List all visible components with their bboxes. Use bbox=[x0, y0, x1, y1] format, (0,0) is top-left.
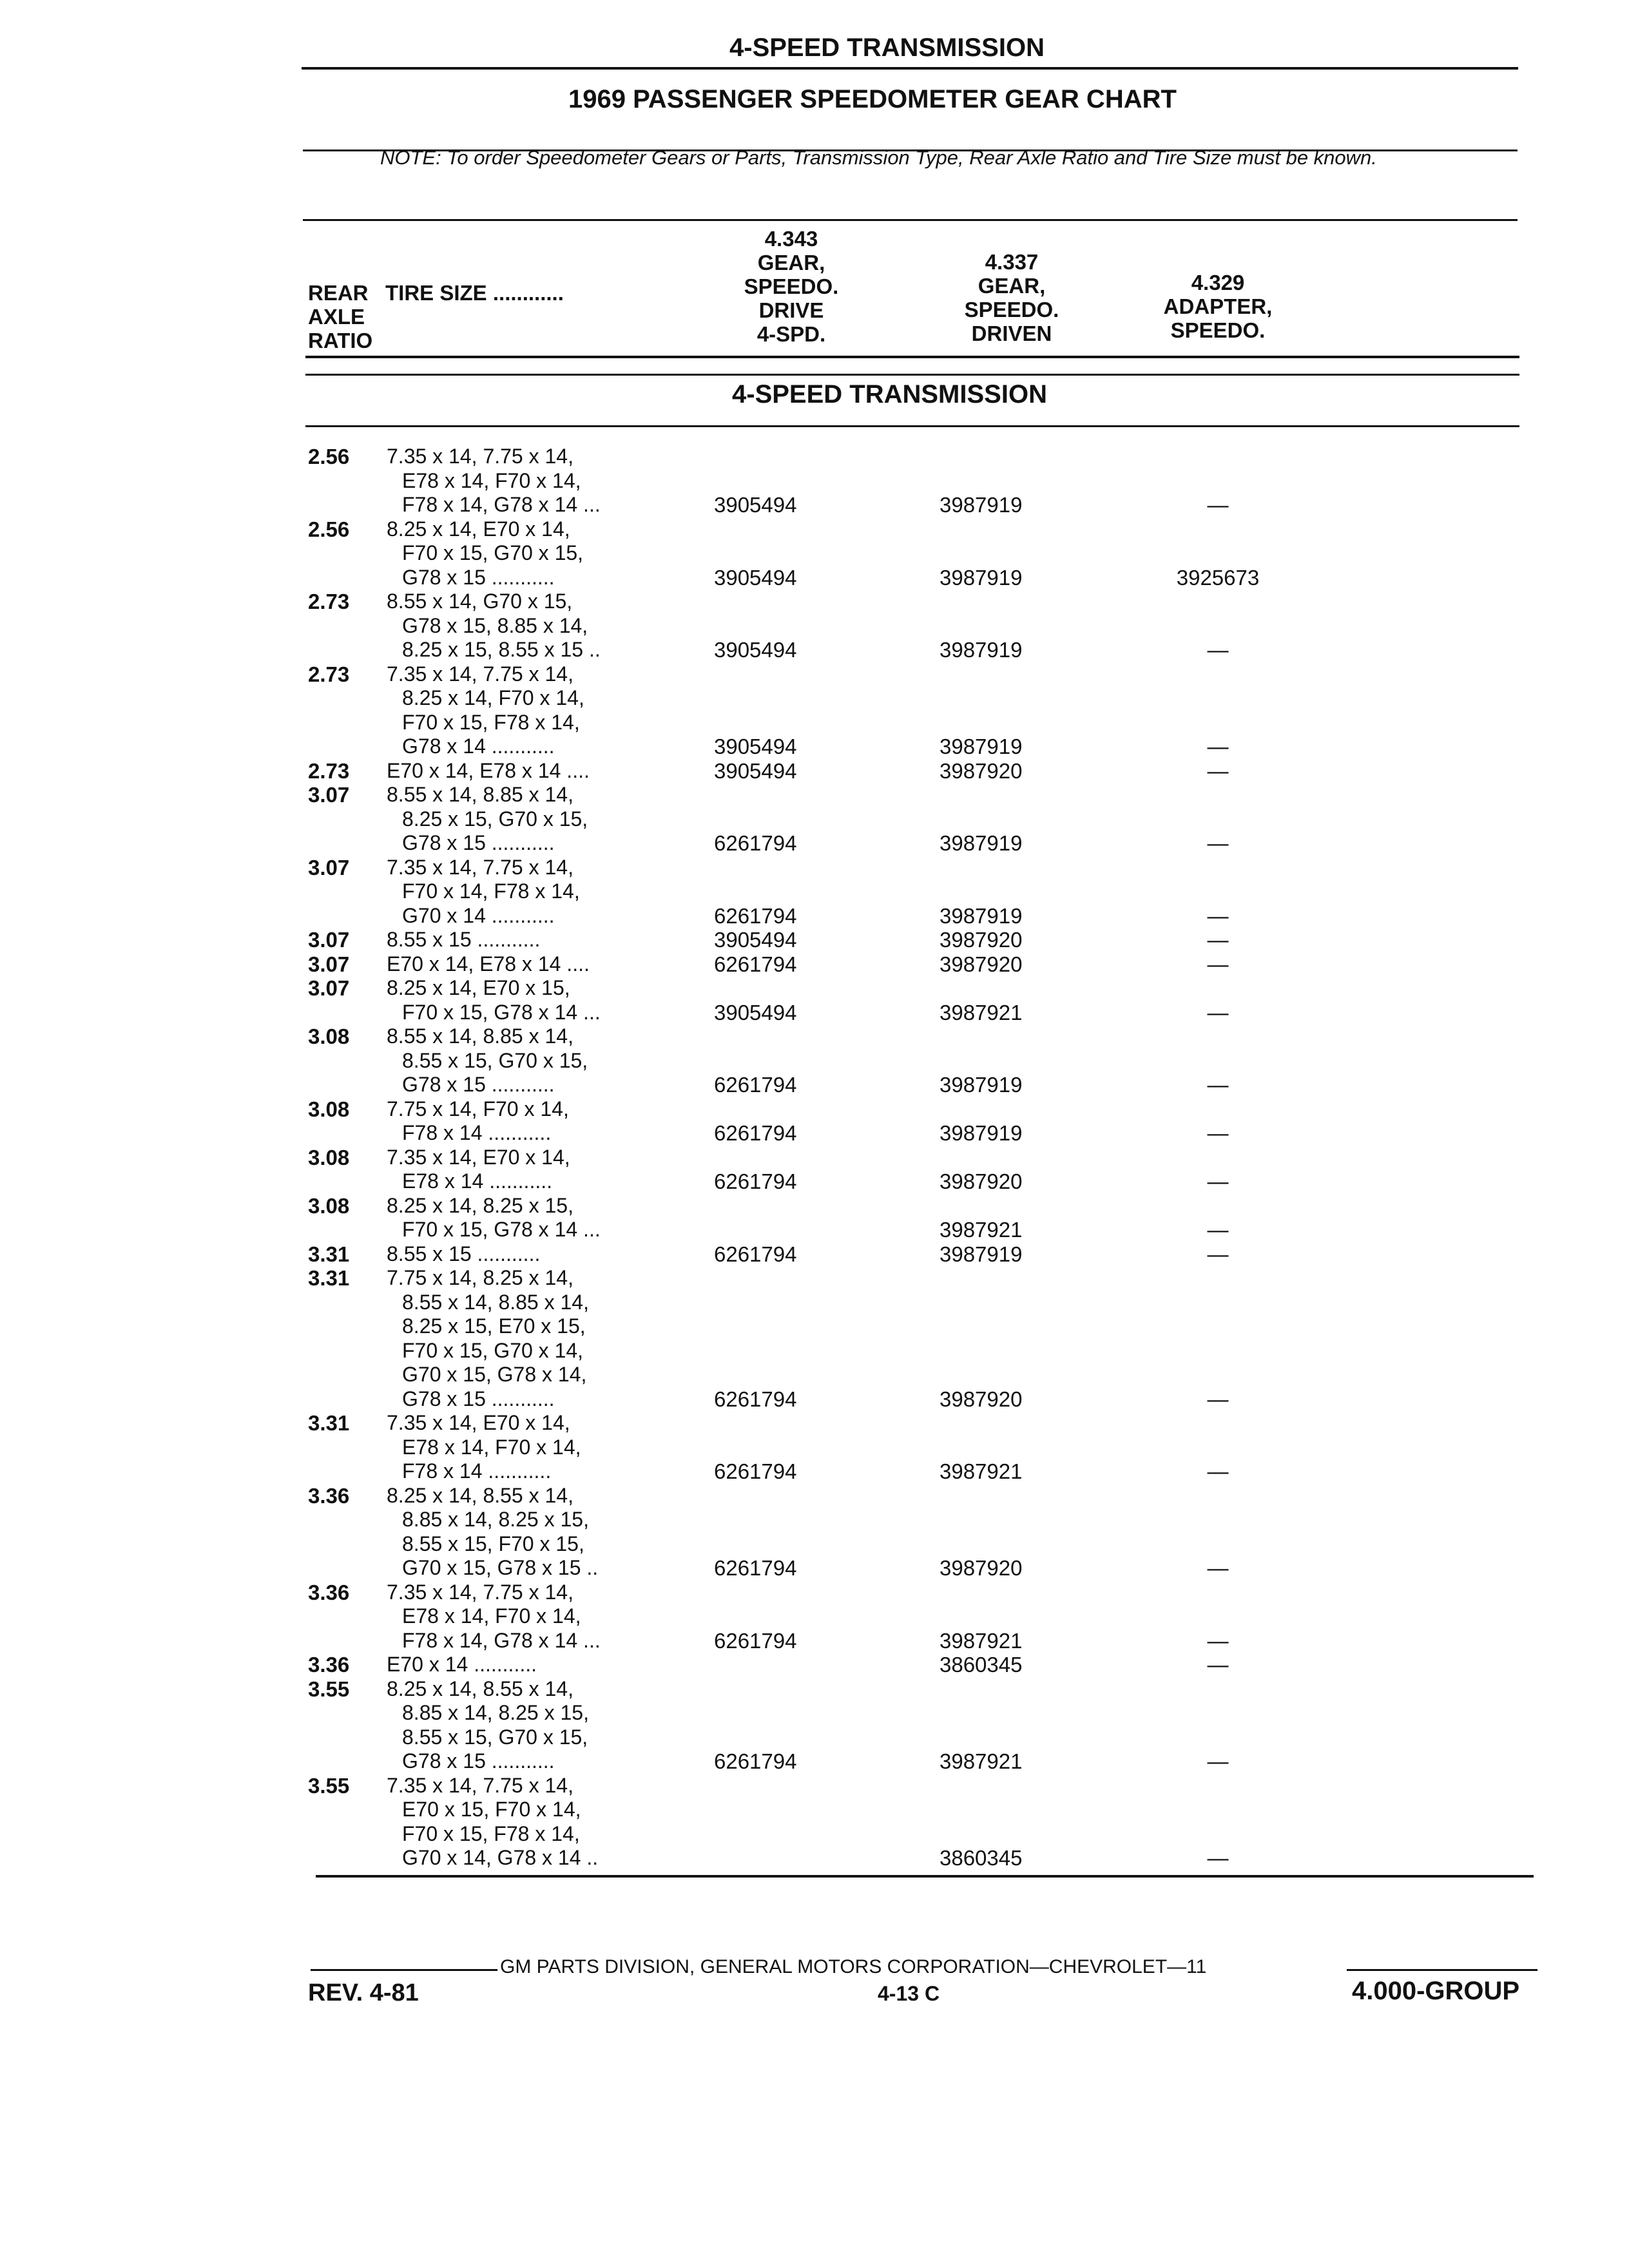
tire-sizes bbox=[387, 1266, 589, 1411]
tire-sizes bbox=[387, 1194, 601, 1242]
tire-size-line: 7.75 x 14, F70 x 14, bbox=[387, 1097, 569, 1120]
column-header-ratio: REAR AXLE RATIO bbox=[308, 281, 373, 352]
tire-sizes bbox=[387, 1411, 581, 1484]
drive-gear-part: 6261794 bbox=[714, 1121, 797, 1145]
tire-size-line: 8.25 x 14, 8.25 x 15, bbox=[387, 1193, 574, 1217]
tire-sizes bbox=[387, 517, 583, 590]
adapter-part: — bbox=[1207, 928, 1229, 952]
tire-size-line: E78 x 14, F70 x 14, bbox=[402, 1435, 581, 1459]
tire-sizes bbox=[387, 1653, 537, 1677]
tire-size-line: 8.55 x 14, 8.85 x 14, bbox=[387, 783, 574, 806]
driven-gear-part: 3987920 bbox=[940, 1556, 1023, 1580]
adapter-part: 3925673 bbox=[1176, 565, 1260, 590]
tire-size-line: 7.75 x 14, 8.25 x 14, bbox=[387, 1266, 574, 1289]
axle-ratio: 3.36 bbox=[308, 1653, 350, 1677]
driven-gear-part: 3987920 bbox=[940, 1387, 1023, 1411]
tire-size-line: F70 x 15, G70 x 14, bbox=[402, 1338, 584, 1362]
axle-ratio: 3.08 bbox=[308, 1024, 350, 1048]
order-note: NOTE: To order Speedometer Gears or Parts, Transmission Type, Rear Axle Ratio and Tire Size must be known. bbox=[380, 146, 1377, 169]
tire-size-line: 7.35 x 14, 7.75 x 14, bbox=[387, 855, 574, 879]
tire-size-line: E70 x 14, E78 x 14 .... bbox=[387, 758, 590, 782]
tire-size-line: G78 x 15 ........... bbox=[402, 565, 555, 589]
tire-size-line: G78 x 15 ........... bbox=[402, 831, 555, 854]
drive-gear-part: 3905494 bbox=[714, 928, 797, 952]
driven-gear-part: 3987920 bbox=[940, 952, 1023, 976]
tire-size-line: 8.25 x 14, E70 x 15, bbox=[387, 976, 570, 999]
page-number: 4-13 C bbox=[878, 1982, 940, 2005]
driven-gear-part: 3987919 bbox=[940, 565, 1023, 590]
adapter-part: — bbox=[1207, 903, 1229, 928]
tire-size-line: E78 x 14 ........... bbox=[402, 1169, 552, 1193]
adapter-part: — bbox=[1207, 1459, 1229, 1483]
tire-size-line: 7.35 x 14, 7.75 x 14, bbox=[387, 1773, 574, 1797]
axle-ratio: 3.08 bbox=[308, 1097, 350, 1121]
tire-size-line: 7.35 x 14, E70 x 14, bbox=[387, 1145, 570, 1169]
tire-size-line: G78 x 15 ........... bbox=[402, 1749, 555, 1773]
tire-size-line: F70 x 15, G78 x 14 ... bbox=[402, 1000, 601, 1024]
rule bbox=[305, 374, 1519, 376]
tire-size-line: E78 x 14, F70 x 14, bbox=[402, 468, 581, 492]
tire-size-line: G78 x 15, 8.85 x 14, bbox=[402, 613, 588, 637]
footer-rule-left bbox=[311, 1969, 497, 1971]
tire-size-line: G78 x 15 ........... bbox=[402, 1387, 555, 1410]
axle-ratio: 2.73 bbox=[308, 662, 350, 686]
drive-gear-part: 6261794 bbox=[714, 952, 797, 976]
tire-size-line: E70 x 14, E78 x 14 .... bbox=[387, 952, 590, 975]
tire-size-line: E78 x 14, F70 x 14, bbox=[402, 1604, 581, 1628]
tire-size-line: G78 x 15 ........... bbox=[402, 1073, 555, 1096]
axle-ratio: 2.73 bbox=[308, 590, 350, 613]
axle-ratio: 3.07 bbox=[308, 952, 350, 976]
adapter-part: — bbox=[1207, 493, 1229, 517]
tire-sizes bbox=[387, 1242, 540, 1267]
axle-ratio: 3.07 bbox=[308, 783, 350, 807]
adapter-part: — bbox=[1207, 1000, 1229, 1024]
tire-size-line: F78 x 14 ........... bbox=[402, 1459, 552, 1483]
tire-size-line: G70 x 14, G78 x 14 .. bbox=[402, 1846, 599, 1869]
tire-sizes bbox=[387, 1024, 588, 1097]
drive-gear-part: 6261794 bbox=[714, 1459, 797, 1483]
tire-size-line: G70 x 15, G78 x 15 .. bbox=[402, 1556, 599, 1579]
adapter-part: — bbox=[1207, 638, 1229, 662]
tire-size-line: F70 x 15, G70 x 15, bbox=[402, 541, 584, 564]
tire-size-line: E70 x 15, F70 x 14, bbox=[402, 1798, 581, 1821]
tire-size-line: 8.25 x 15, 8.55 x 15 .. bbox=[402, 638, 601, 661]
driven-gear-part: 3987921 bbox=[940, 1459, 1023, 1483]
driven-gear-part: 3987919 bbox=[940, 903, 1023, 928]
tire-sizes bbox=[387, 952, 590, 977]
drive-gear-part: 6261794 bbox=[714, 1242, 797, 1266]
drive-gear-part: 3905494 bbox=[714, 565, 797, 590]
column-header-driven-gear: 4.337 GEAR, SPEEDO. DRIVEN bbox=[964, 250, 1059, 345]
axle-ratio: 3.07 bbox=[308, 976, 350, 1000]
drive-gear-part: 6261794 bbox=[714, 1073, 797, 1097]
tire-sizes bbox=[387, 445, 601, 517]
tire-size-line: 8.85 x 14, 8.25 x 15, bbox=[402, 1508, 589, 1531]
tire-size-line: 8.55 x 15, G70 x 15, bbox=[402, 1725, 588, 1749]
tire-size-line: 8.85 x 14, 8.25 x 15, bbox=[402, 1701, 589, 1724]
tire-sizes bbox=[387, 928, 540, 952]
drive-gear-part: 6261794 bbox=[714, 903, 797, 928]
tire-sizes bbox=[387, 759, 590, 783]
axle-ratio: 3.07 bbox=[308, 928, 350, 952]
tire-size-line: 7.35 x 14, 7.75 x 14, bbox=[387, 445, 574, 468]
driven-gear-part: 3860345 bbox=[940, 1846, 1023, 1870]
rule bbox=[316, 1875, 1534, 1878]
tire-size-line: G70 x 15, G78 x 14, bbox=[402, 1363, 587, 1386]
axle-ratio: 3.08 bbox=[308, 1145, 350, 1169]
drive-gear-part: 3905494 bbox=[714, 735, 797, 758]
adapter-part: — bbox=[1207, 1121, 1229, 1145]
chart-title: 1969 PASSENGER SPEEDOMETER GEAR CHART bbox=[568, 85, 1177, 113]
drive-gear-part: 3905494 bbox=[714, 493, 797, 517]
axle-ratio: 3.55 bbox=[308, 1773, 350, 1798]
footer-rule-right bbox=[1347, 1969, 1537, 1971]
adapter-part: — bbox=[1207, 1653, 1229, 1677]
axle-ratio: 3.36 bbox=[308, 1483, 350, 1508]
drive-gear-part: 3905494 bbox=[714, 758, 797, 783]
rule bbox=[302, 67, 1518, 70]
drive-gear-part: 6261794 bbox=[714, 1628, 797, 1653]
drive-gear-part: 6261794 bbox=[714, 1749, 797, 1773]
tire-size-line: 8.25 x 14, E70 x 14, bbox=[387, 517, 570, 541]
tire-size-line: 8.55 x 15, F70 x 15, bbox=[402, 1532, 584, 1555]
tire-sizes bbox=[387, 662, 584, 759]
column-header-adapter: 4.329 ADAPTER, SPEEDO. bbox=[1163, 271, 1273, 342]
axle-ratio: 3.08 bbox=[308, 1193, 350, 1218]
axle-ratio: 3.07 bbox=[308, 855, 350, 879]
tire-size-line: 7.35 x 14, 7.75 x 14, bbox=[387, 1580, 574, 1604]
tire-sizes bbox=[387, 783, 588, 856]
rule bbox=[305, 356, 1519, 358]
adapter-part: — bbox=[1207, 1242, 1229, 1266]
adapter-part: — bbox=[1207, 1073, 1229, 1097]
tire-sizes bbox=[387, 1146, 570, 1194]
tire-size-line: 8.55 x 14, 8.85 x 14, bbox=[402, 1290, 589, 1314]
adapter-part: — bbox=[1207, 952, 1229, 976]
driven-gear-part: 3987919 bbox=[940, 1121, 1023, 1145]
driven-gear-part: 3987919 bbox=[940, 1073, 1023, 1097]
footer-division: GM PARTS DIVISION, GENERAL MOTORS CORPORATION—CHEVROLET—11 bbox=[500, 1956, 1207, 1977]
axle-ratio: 2.56 bbox=[308, 517, 350, 541]
tire-sizes bbox=[387, 1097, 569, 1146]
column-header-drive-gear: 4.343 GEAR, SPEEDO. DRIVE 4-SPD. bbox=[744, 227, 839, 346]
group-number: 4.000-GROUP bbox=[1352, 1977, 1520, 2005]
tire-size-line: F78 x 14, G78 x 14 ... bbox=[402, 1628, 601, 1652]
driven-gear-part: 3987921 bbox=[940, 1218, 1023, 1242]
tire-sizes bbox=[387, 976, 601, 1024]
driven-gear-part: 3987919 bbox=[940, 735, 1023, 758]
axle-ratio: 2.56 bbox=[308, 445, 350, 468]
adapter-part: — bbox=[1207, 1218, 1229, 1242]
drive-gear-part: 6261794 bbox=[714, 1556, 797, 1580]
tire-size-line: 8.25 x 14, 8.55 x 14, bbox=[387, 1483, 574, 1507]
rule bbox=[305, 425, 1519, 427]
tire-size-line: F70 x 15, F78 x 14, bbox=[402, 710, 580, 734]
tire-size-line: 8.55 x 14, G70 x 15, bbox=[387, 590, 573, 613]
driven-gear-part: 3987919 bbox=[940, 638, 1023, 662]
tire-size-line: E70 x 14 ........... bbox=[387, 1653, 537, 1676]
driven-gear-part: 3987919 bbox=[940, 493, 1023, 517]
tire-size-line: F70 x 15, G78 x 14 ... bbox=[402, 1218, 601, 1241]
drive-gear-part: 3905494 bbox=[714, 1000, 797, 1024]
tire-size-line: 8.55 x 15 ........... bbox=[387, 928, 541, 951]
adapter-part: — bbox=[1207, 1169, 1229, 1193]
tire-size-line: 7.35 x 14, 7.75 x 14, bbox=[387, 662, 574, 686]
adapter-part: — bbox=[1207, 1749, 1229, 1773]
tire-size-line: 8.25 x 15, G70 x 15, bbox=[402, 807, 588, 831]
drive-gear-part: 6261794 bbox=[714, 831, 797, 855]
tire-size-line: 8.25 x 14, F70 x 14, bbox=[402, 686, 584, 709]
rule bbox=[303, 219, 1518, 221]
driven-gear-part: 3860345 bbox=[940, 1653, 1023, 1677]
adapter-part: — bbox=[1207, 1628, 1229, 1653]
adapter-part: — bbox=[1207, 1846, 1229, 1870]
axle-ratio: 3.31 bbox=[308, 1411, 350, 1435]
drive-gear-part: 6261794 bbox=[714, 1387, 797, 1411]
tire-sizes bbox=[387, 590, 601, 662]
tire-size-line: F78 x 14 ........... bbox=[402, 1121, 552, 1144]
adapter-part: — bbox=[1207, 1387, 1229, 1411]
adapter-part: — bbox=[1207, 758, 1229, 783]
adapter-part: — bbox=[1207, 831, 1229, 855]
tire-size-line: F70 x 14, F78 x 14, bbox=[402, 879, 580, 903]
driven-gear-part: 3987920 bbox=[940, 1169, 1023, 1193]
axle-ratio: 2.73 bbox=[308, 758, 350, 783]
adapter-part: — bbox=[1207, 1556, 1229, 1580]
tire-sizes bbox=[387, 1774, 598, 1870]
tire-size-line: G78 x 14 ........... bbox=[402, 735, 555, 758]
tire-size-line: 8.55 x 14, 8.85 x 14, bbox=[387, 1024, 574, 1048]
tire-size-line: 8.25 x 15, E70 x 15, bbox=[402, 1314, 586, 1338]
driven-gear-part: 3987921 bbox=[940, 1000, 1023, 1024]
tire-size-line: 7.35 x 14, E70 x 14, bbox=[387, 1411, 570, 1434]
tire-size-line: F70 x 15, F78 x 14, bbox=[402, 1821, 580, 1845]
axle-ratio: 3.31 bbox=[308, 1266, 350, 1290]
tire-size-line: 8.55 x 15 ........... bbox=[387, 1242, 541, 1265]
axle-ratio: 3.36 bbox=[308, 1580, 350, 1604]
driven-gear-part: 3987921 bbox=[940, 1749, 1023, 1773]
tire-sizes bbox=[387, 1581, 601, 1653]
tire-sizes bbox=[387, 856, 580, 928]
tire-size-line: F78 x 14, G78 x 14 ... bbox=[402, 493, 601, 516]
tire-size-line: 8.55 x 15, G70 x 15, bbox=[402, 1048, 588, 1072]
top-title: 4-SPEED TRANSMISSION bbox=[729, 34, 1045, 62]
revision-label: REV. 4-81 bbox=[308, 1979, 419, 2006]
tire-sizes bbox=[387, 1484, 598, 1581]
driven-gear-part: 3987920 bbox=[940, 928, 1023, 952]
adapter-part: — bbox=[1207, 735, 1229, 758]
driven-gear-part: 3987919 bbox=[940, 831, 1023, 855]
tire-size-line: G70 x 14 ........... bbox=[402, 903, 555, 927]
tire-size-line: 8.25 x 14, 8.55 x 14, bbox=[387, 1677, 574, 1700]
axle-ratio: 3.55 bbox=[308, 1677, 350, 1701]
driven-gear-part: 3987921 bbox=[940, 1628, 1023, 1653]
drive-gear-part: 3905494 bbox=[714, 638, 797, 662]
driven-gear-part: 3987920 bbox=[940, 758, 1023, 783]
axle-ratio: 3.31 bbox=[308, 1242, 350, 1266]
driven-gear-part: 3987919 bbox=[940, 1242, 1023, 1266]
section-title: 4-SPEED TRANSMISSION bbox=[732, 380, 1047, 408]
drive-gear-part: 6261794 bbox=[714, 1169, 797, 1193]
tire-sizes bbox=[387, 1677, 589, 1774]
column-header-tire-size: TIRE SIZE ............ bbox=[385, 281, 564, 305]
